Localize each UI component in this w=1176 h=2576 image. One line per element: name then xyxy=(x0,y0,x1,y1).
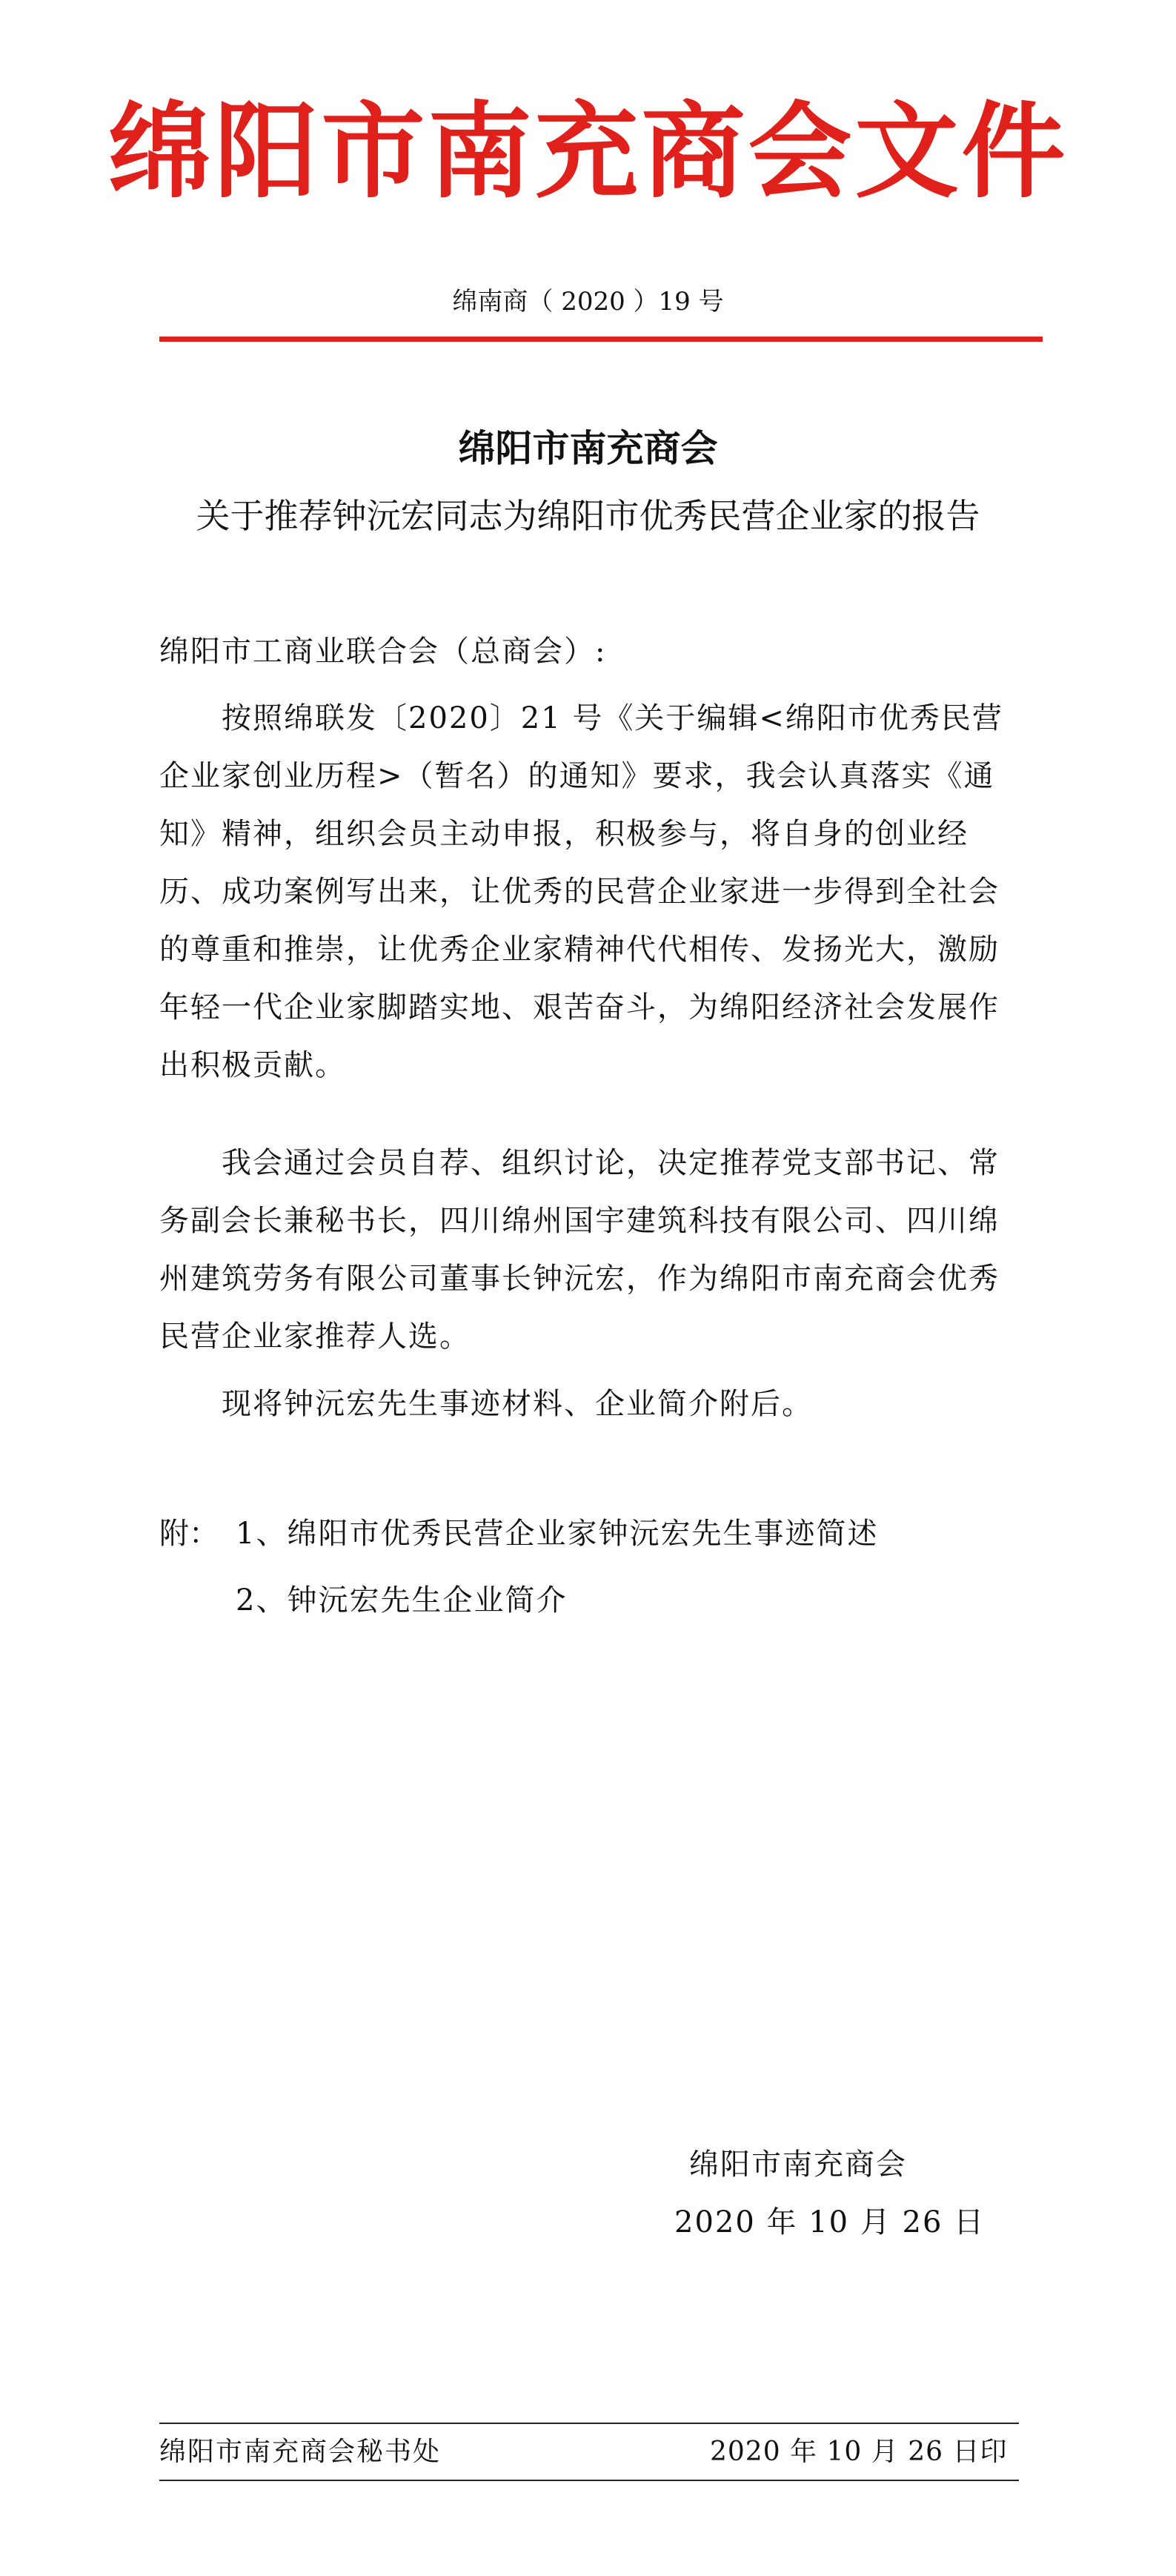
document-number: 绵南商（ 2020 ）19 号 xyxy=(452,287,724,317)
attachment-item-2: 2、钟沅宏先生企业简介 xyxy=(236,1583,568,1618)
report-title-organization: 绵阳市南充商会 xyxy=(458,426,718,470)
footer-rule-bottom xyxy=(159,2480,1019,2481)
attachment-item-1: 1、绵阳市优秀民营企业家钟沅宏先生事迹简述 xyxy=(236,1517,879,1551)
header-red-rule xyxy=(159,337,1043,342)
footer-issuer: 绵阳市南充商会秘书处 xyxy=(159,2437,442,2467)
body-paragraph-2: 我会通过会员自荐、组织讨论，决定推荐党支部书记、常务副会长兼秘书长，四川绵州国宇建筑科技有限公司、四川绵州建筑劳务有限公司董事长钟沅宏，作为绵阳市南充商会优秀民营企业家推荐人选。 xyxy=(159,1146,1000,1354)
document-header-title: 绵阳市南充商会文件 xyxy=(107,91,1069,213)
footer-rule-top xyxy=(159,2423,1019,2424)
signature-organization: 绵阳市南充商会 xyxy=(689,2148,907,2182)
body-paragraph-1: 按照绵联发〔2020〕21 号《关于编辑<绵阳市优秀民营企业家创业历程>（暂名）的通知》要求，我会认真落实《通知》精神，组织会员主动申报，积极参与，将自身的创业经历、成功案例写出来，让优秀的民营企业家进一步得到全社会的尊重和推崇，让优秀企业家精神代代相传、发扬光大，激励年轻一代企业家脚踏实地、艰苦奋斗，为绵阳经济社会发展作出积极贡献。 xyxy=(159,701,1003,1082)
signature-date: 2020 年 10 月 26 日 xyxy=(674,2205,986,2239)
salutation: 绵阳市工商业联合会（总商会）: xyxy=(159,635,607,669)
body-paragraph-3: 现将钟沅宏先生事迹材料、企业简介附后。 xyxy=(222,1387,813,1421)
footer-print-date: 2020 年 10 月 26 日印 xyxy=(710,2437,1008,2467)
attachments-label: 附： xyxy=(159,1517,219,1551)
report-title-subject: 关于推荐钟沅宏同志为绵阳市优秀民营企业家的报告 xyxy=(196,496,980,536)
